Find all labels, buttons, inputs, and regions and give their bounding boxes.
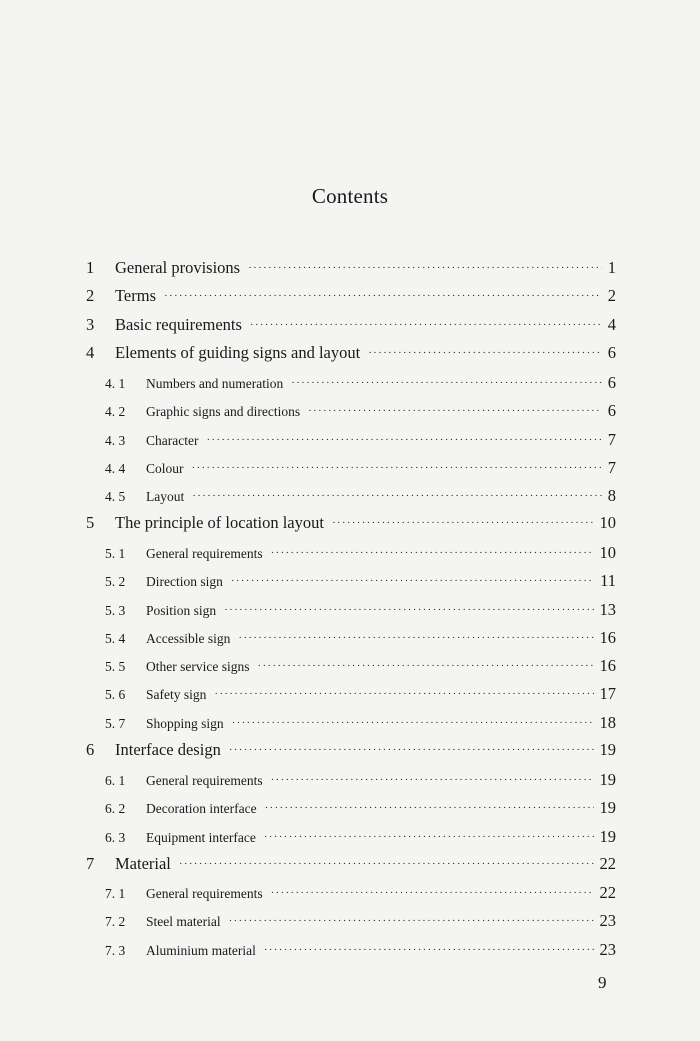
entry-label: Accessible sign [146,631,231,646]
entry-label: Steel material [146,914,221,929]
entry-page: 18 [599,713,616,732]
dot-leader [224,604,593,616]
entry-label: Position sign [146,603,217,618]
entry-number: 7. 3 [105,943,126,958]
toc-entry[interactable] [105,684,616,704]
toc-entry[interactable] [105,940,616,960]
entry-label: The principle of location layout [115,513,324,532]
entry-page: 23 [599,940,616,959]
dot-leader [164,290,602,302]
entry-number: 6. 3 [105,830,126,845]
dot-leader [291,377,602,389]
entry-page: 19 [599,827,616,846]
entry-page: 22 [599,854,616,873]
entry-number: 7. 2 [105,914,126,929]
dot-leader [231,575,594,587]
entry-label: Numbers and numeration [146,376,284,391]
toc-entry[interactable] [105,571,616,591]
entry-label: Colour [146,461,184,476]
entry-number: 5. 6 [105,687,126,702]
dot-leader [250,319,602,331]
toc-entry[interactable] [105,713,616,733]
entry-page: 17 [599,684,616,703]
entry-number: 7 [86,854,95,873]
toc-entry[interactable] [86,343,616,363]
entry-page: 10 [599,513,616,532]
contents-title: Contents [311,184,389,208]
toc-entry[interactable] [105,628,616,648]
dot-leader [206,434,601,446]
dot-leader [192,462,602,474]
toc-entry[interactable] [105,656,616,676]
dot-leader [232,717,594,729]
entry-number: 6. 1 [105,773,126,788]
toc-entry[interactable] [105,883,616,903]
entry-label: Decoration interface [146,801,257,816]
toc-entry[interactable] [86,258,616,278]
dot-leader [271,547,594,559]
entry-number: 7. 1 [105,886,126,901]
entry-label: Direction sign [146,574,223,589]
entry-label: General provisions [115,258,241,277]
dot-leader [229,744,594,756]
toc-entry[interactable] [105,798,616,818]
dot-leader [214,688,593,700]
dot-leader [248,262,602,274]
entry-number: 6 [86,740,95,759]
toc-entry[interactable] [105,373,616,393]
toc-entry[interactable] [105,430,616,450]
entry-page: 6 [607,373,616,392]
entry-label: Graphic signs and directions [146,404,301,419]
entry-number: 5. 5 [105,659,126,674]
entry-page: 1 [607,258,616,277]
entry-page: 4 [607,315,616,334]
toc-entry[interactable] [105,911,616,931]
toc-entry[interactable] [86,315,616,335]
toc-entry[interactable] [105,827,616,847]
entry-number: 4. 5 [105,489,126,504]
entry-number: 6. 2 [105,801,126,816]
entry-number: 4 [86,343,95,362]
dot-leader [265,802,594,814]
entry-number: 5. 2 [105,574,126,589]
toc-entry[interactable] [86,286,616,306]
entry-page: 22 [599,883,616,902]
entry-label: Character [146,433,199,448]
toc-entry[interactable] [105,401,616,421]
entry-number: 4. 3 [105,433,126,448]
entry-label: Safety sign [146,687,207,702]
entry-page: 16 [599,656,616,675]
dot-leader [257,660,593,672]
entry-number: 3 [86,315,95,334]
entry-label: Other service signs [146,659,250,674]
entry-page: 16 [599,628,616,647]
dot-leader [271,887,594,899]
entry-number: 1 [86,258,95,277]
dot-leader [179,858,594,870]
entry-label: Equipment interface [146,830,256,845]
entry-page: 7 [607,430,616,449]
entry-number: 2 [86,286,95,305]
entry-page: 23 [599,911,616,930]
entry-number: 4. 4 [105,461,126,476]
entry-label: Shopping sign [146,716,224,731]
entry-number: 5 [86,513,95,532]
entry-label: Elements of guiding signs and layout [115,343,361,362]
toc-entry[interactable] [105,543,616,563]
dot-leader [264,831,594,843]
toc-entry[interactable] [105,458,616,478]
entry-page: 8 [607,486,616,505]
entry-label: General requirements [146,546,263,561]
entry-page: 11 [600,571,616,590]
dot-leader [229,915,594,927]
entry-page: 19 [599,740,616,759]
entry-label: Interface design [115,740,221,759]
toc-entry[interactable] [86,854,616,874]
entry-page: 7 [607,458,616,477]
entry-page: 10 [599,543,616,562]
entry-label: General requirements [146,773,263,788]
entry-label: Aluminium material [146,943,256,958]
entry-label: Layout [146,489,185,504]
entry-page: 6 [607,401,616,420]
entry-label: General requirements [146,886,263,901]
toc-entry[interactable] [86,513,616,533]
entry-number: 5. 7 [105,716,126,731]
dot-leader [308,405,602,417]
entry-page: 19 [599,798,616,817]
toc-entry[interactable] [105,600,616,620]
toc-entry[interactable] [105,486,616,506]
entry-page: 6 [607,343,616,362]
entry-label: Basic requirements [115,315,242,334]
entry-page: 2 [607,286,616,305]
dot-leader [192,490,602,502]
toc-entry[interactable] [86,740,616,760]
entry-page: 19 [599,770,616,789]
entry-number: 5. 4 [105,631,126,646]
dot-leader [264,944,594,956]
dot-leader [238,632,593,644]
entry-number: 4. 1 [105,376,126,391]
entry-number: 5. 1 [105,546,126,561]
entry-number: 5. 3 [105,603,126,618]
entry-number: 4. 2 [105,404,126,419]
entry-label: Terms [115,286,157,305]
entry-label: Material [115,854,171,873]
dot-leader [271,774,594,786]
dot-leader [368,347,602,359]
dot-leader [332,517,594,529]
toc-entry[interactable] [105,770,616,790]
entry-page: 13 [599,600,616,619]
page-number: 9 [598,973,607,992]
